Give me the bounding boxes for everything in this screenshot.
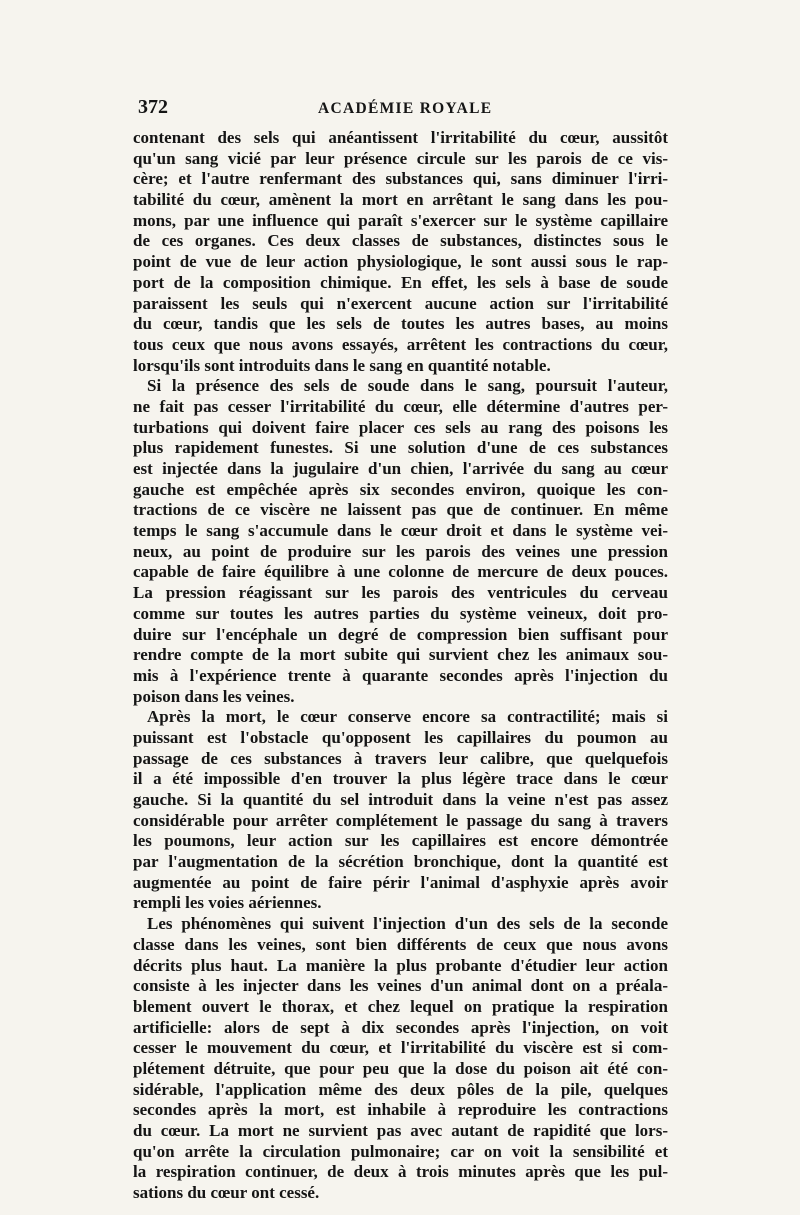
text-line: cère; et l'autre renfermant des substances qui, sans diminuer l'irri- bbox=[133, 169, 668, 189]
text-line: lorsqu'ils sont introduits dans le sang en quantité notable. bbox=[133, 355, 551, 375]
text-line: décrits plus haut. La manière la plus probante d'étudier leur action bbox=[133, 955, 668, 975]
text-line: la respiration continuer, de deux à trois minutes après que les pul- bbox=[133, 1162, 668, 1182]
page-header: ACADÉMIE ROYALE bbox=[318, 100, 493, 117]
text-line: qu'on arrête la circulation pulmonaire; car on voit la sensibilité et bbox=[133, 1141, 668, 1161]
text-line: point de vue de leur action physiologique, le sont aussi sous le rap- bbox=[133, 252, 668, 272]
text-line: cesser le mouvement du cœur, et l'irritabilité du viscère est si com- bbox=[133, 1038, 668, 1058]
text-line: blement ouvert le thorax, et chez lequel on pratique la respiration bbox=[133, 996, 668, 1016]
text-line: tractions de ce viscère ne laissent pas que de continuer. En même bbox=[133, 500, 668, 520]
text-line: puissant est l'obstacle qu'opposent les capillaires du poumon au bbox=[133, 727, 668, 747]
text-line: neux, au point de produire sur les parois des veines une pression bbox=[133, 541, 668, 561]
text-line: sidérable, l'application même des deux pôles de la pile, quelques bbox=[133, 1079, 668, 1099]
text-line: Après la mort, le cœur conserve encore sa contractilité; mais si bbox=[147, 707, 668, 727]
text-line: temps le sang s'accumule dans le cœur droit et dans le système vei- bbox=[133, 521, 668, 541]
text-line: augmentée au point de faire périr l'animal d'asphyxie après avoir bbox=[133, 872, 668, 892]
text-line: consiste à les injecter dans les veines d'un animal dont on a préala- bbox=[133, 976, 668, 996]
text-line: port de la composition chimique. En effet, les sels à base de soude bbox=[133, 272, 668, 292]
text-line: rendre compte de la mort subite qui survient chez les animaux sou- bbox=[133, 645, 668, 665]
text-line: rempli les voies aériennes. bbox=[133, 893, 322, 913]
text-line: ne fait pas cesser l'irritabilité du cœur, elle détermine d'autres per- bbox=[133, 396, 668, 416]
text-line: paraissent les seuls qui n'exercent aucune action sur l'irritabilité bbox=[133, 293, 668, 313]
text-line: sations du cœur ont cessé. bbox=[133, 1183, 320, 1203]
text-line: contenant des sels qui anéantissent l'irritabilité du cœur, aussitôt bbox=[133, 128, 668, 147]
text-line: capable de faire équilibre à une colonne de mercure de deux pouces. bbox=[133, 562, 668, 582]
text-line: plétement détruite, que pour peu que la dose du poison ait été con- bbox=[133, 1058, 668, 1078]
text-line: mis à l'expérience trente à quarante secondes après l'injection du bbox=[133, 665, 668, 685]
text-line: La pression réagissant sur les parois des ventricules du cerveau bbox=[133, 583, 668, 603]
text-line: artificielle: alors de sept à dix secondes après l'injection, on voit bbox=[133, 1017, 668, 1037]
running-head bbox=[138, 96, 670, 126]
page-number: 372 bbox=[138, 96, 168, 118]
text-line: comme sur toutes les autres parties du système veineux, doit pro- bbox=[133, 603, 668, 623]
text-line: Si la présence des sels de soude dans le sang, poursuit l'auteur, bbox=[147, 376, 668, 396]
text-line: duire sur l'encéphale un degré de compression bien suffisant pour bbox=[133, 624, 668, 644]
text-line: tabilité du cœur, amènent la mort en arrêtant le sang dans les pou- bbox=[133, 190, 668, 210]
text-line: qu'un sang vicié par leur présence circule sur les parois de ce vis- bbox=[133, 148, 668, 168]
text-line: du cœur. La mort ne survient pas avec autant de rapidité que lors- bbox=[133, 1121, 668, 1140]
text-line: secondes après la mort, est inhabile à reproduire les contractions bbox=[133, 1100, 668, 1120]
body-text bbox=[133, 128, 668, 1204]
text-line: turbations qui doivent faire placer ces sels au rang des poisons les bbox=[133, 417, 668, 437]
text-line: gauche. Si la quantité du sel introduit dans la veine n'est pas assez bbox=[133, 790, 668, 809]
text-line: considérable pour arrêter complétement le passage du sang à travers bbox=[133, 810, 668, 830]
text-line: plus rapidement funestes. Si une solution d'une de ces substances bbox=[133, 438, 668, 458]
text-line: de ces organes. Ces deux classes de substances, distinctes sous le bbox=[133, 231, 668, 251]
text-line: du cœur, tandis que les sels de toutes les autres bases, au moins bbox=[133, 314, 668, 334]
text-line: il a été impossible d'en trouver la plus légère trace dans le cœur bbox=[133, 769, 668, 789]
text-line: les poumons, leur action sur les capillaires est encore démontrée bbox=[133, 831, 668, 851]
text-line: passage de ces substances à travers leur calibre, que quelquefois bbox=[133, 748, 668, 768]
text-line: tous ceux que nous avons essayés, arrêtent les contractions du cœur, bbox=[133, 334, 668, 354]
text-line: Les phénomènes qui suivent l'injection d'un des sels de la seconde bbox=[147, 914, 668, 934]
text-line: est injectée dans la jugulaire d'un chien, l'arrivée du sang au cœur bbox=[133, 459, 668, 478]
text-line: mons, par une influence qui paraît s'exercer sur le système capillaire bbox=[133, 210, 668, 230]
text-line: poison dans les veines. bbox=[133, 686, 295, 706]
text-line: gauche est empêchée après six secondes environ, quoique les con- bbox=[133, 479, 668, 499]
text-line: classe dans les veines, sont bien différents de ceux que nous avons bbox=[133, 934, 668, 954]
text-line: par l'augmentation de la sécrétion bronchique, dont la quantité est bbox=[133, 852, 668, 872]
